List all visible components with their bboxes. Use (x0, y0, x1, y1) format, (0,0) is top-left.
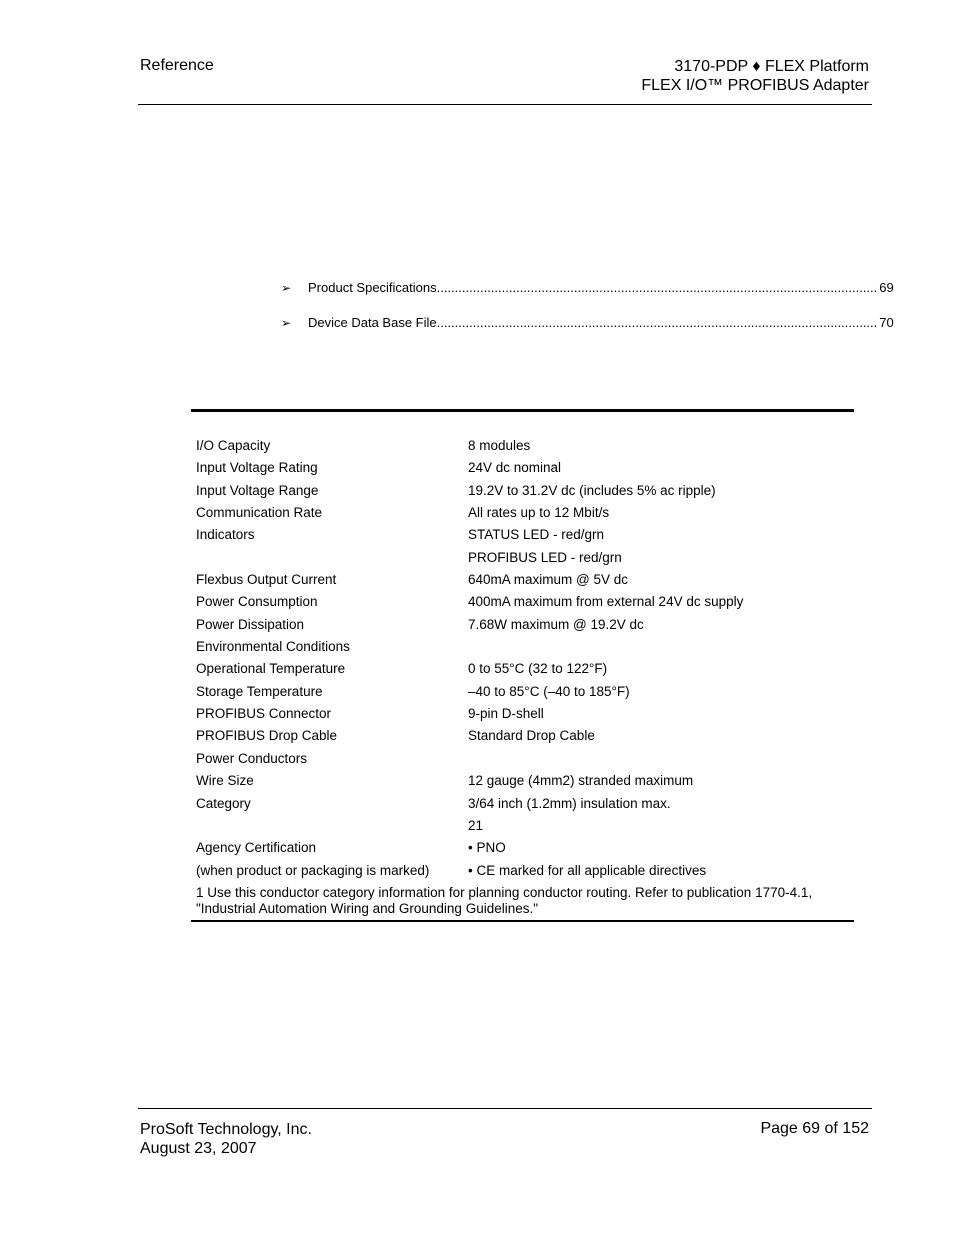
header-section-title: Reference (140, 57, 214, 74)
table-row (196, 860, 846, 882)
spec-label: Agency Certification (196, 840, 317, 856)
arrow-bullet-icon: ➢ (281, 281, 292, 295)
table-row (196, 636, 846, 658)
spec-value: Standard Drop Cable (468, 728, 595, 744)
spec-label: (when product or packaging is marked) (196, 862, 430, 878)
spec-value: 3/64 inch (1.2mm) insulation max. (468, 795, 671, 811)
spec-table-bottom-rule (191, 920, 854, 922)
spec-value: All rates up to 12 Mbit/s (468, 505, 610, 521)
spec-value: 640mA maximum @ 5V dc (468, 572, 629, 588)
header-divider (138, 104, 872, 105)
toc-dot-leader: .......................................................................................................................... (436, 280, 878, 295)
spec-label: Flexbus Output Current (196, 572, 337, 588)
toc-item-label: Device Data Base File (308, 315, 437, 330)
spec-value: 9-pin D-shell (468, 706, 544, 722)
footer-date: August 23, 2007 (140, 1140, 257, 1157)
spec-footnote: 1 Use this conductor category information for planning conductor routing. Refer to publication 1770-4.1, "Industrial Automation Wiring and Grounding Guidelines." (196, 885, 813, 916)
spec-table-top-rule (191, 409, 854, 412)
spec-value: • CE marked for all applicable directives (468, 862, 707, 878)
spec-label: Indicators (196, 527, 255, 543)
table-row (196, 793, 846, 815)
spec-label: PROFIBUS Drop Cable (196, 728, 338, 744)
spec-label: Input Voltage Rating (196, 460, 318, 476)
spec-label: Operational Temperature (196, 661, 346, 677)
spec-label: Category (196, 795, 251, 811)
table-row (196, 770, 846, 792)
footer-page-number: Page 69 of 152 (760, 1120, 869, 1137)
table-row (196, 569, 846, 591)
toc-item-page: 70 (879, 315, 894, 330)
spec-value: 19.2V to 31.2V dc (includes 5% ac ripple) (468, 482, 716, 498)
table-row (196, 480, 846, 502)
toc-item-product-specifications[interactable] (281, 280, 894, 298)
spec-value: STATUS LED - red/grn (468, 527, 605, 543)
spec-value: 400mA maximum from external 24V dc supply (468, 594, 744, 610)
header-product-name: FLEX I/O™ PROFIBUS Adapter (641, 77, 869, 94)
spec-label: Input Voltage Range (196, 482, 319, 498)
spec-value: • PNO (468, 840, 506, 856)
spec-label: Environmental Conditions (196, 639, 350, 655)
table-row (196, 547, 846, 569)
spec-label: PROFIBUS Connector (196, 706, 332, 722)
spec-label: Power Dissipation (196, 616, 305, 632)
toc-item-device-data-base-file[interactable] (281, 315, 894, 333)
table-row (196, 614, 846, 636)
spec-value: 24V dc nominal (468, 460, 562, 476)
spec-value: PROFIBUS LED - red/grn (468, 549, 622, 565)
table-row (196, 591, 846, 613)
toc-dot-leader: .......................................................................................................................... (436, 315, 878, 330)
footer-info (140, 1120, 312, 1158)
table-row (196, 815, 846, 837)
table-row (196, 502, 846, 524)
spec-label: Power Conductors (196, 750, 308, 766)
table-row (196, 524, 846, 546)
table-row (196, 748, 846, 770)
spec-label: Wire Size (196, 773, 254, 789)
spec-value: 8 modules (468, 438, 531, 453)
spec-value: 7.68W maximum @ 19.2V dc (468, 616, 644, 632)
header-product-line: 3170-PDP ♦ FLEX Platform (674, 58, 869, 75)
table-row (196, 457, 846, 479)
toc-item-page: 69 (879, 280, 894, 295)
arrow-bullet-icon: ➢ (281, 316, 292, 330)
table-row (196, 703, 846, 725)
toc-item-label: Product Specifications (308, 280, 437, 295)
spec-label: Storage Temperature (196, 683, 323, 699)
spec-value: –40 to 85°C (–40 to 185°F) (468, 683, 630, 699)
spec-table (196, 435, 846, 882)
table-row (196, 725, 846, 747)
spec-label: I/O Capacity (196, 438, 271, 453)
spec-label: Power Consumption (196, 594, 318, 610)
table-row (196, 681, 846, 703)
footer-divider (138, 1108, 872, 1109)
spec-label: Communication Rate (196, 505, 323, 521)
spec-value: 12 gauge (4mm2) stranded maximum (468, 773, 694, 789)
header-product-info (641, 57, 869, 95)
table-row (196, 658, 846, 680)
table-row (196, 837, 846, 859)
footer-company: ProSoft Technology, Inc. (140, 1121, 312, 1138)
spec-value: 0 to 55°C (32 to 122°F) (468, 661, 608, 677)
table-row (196, 435, 846, 457)
spec-value: 21 (468, 817, 484, 833)
